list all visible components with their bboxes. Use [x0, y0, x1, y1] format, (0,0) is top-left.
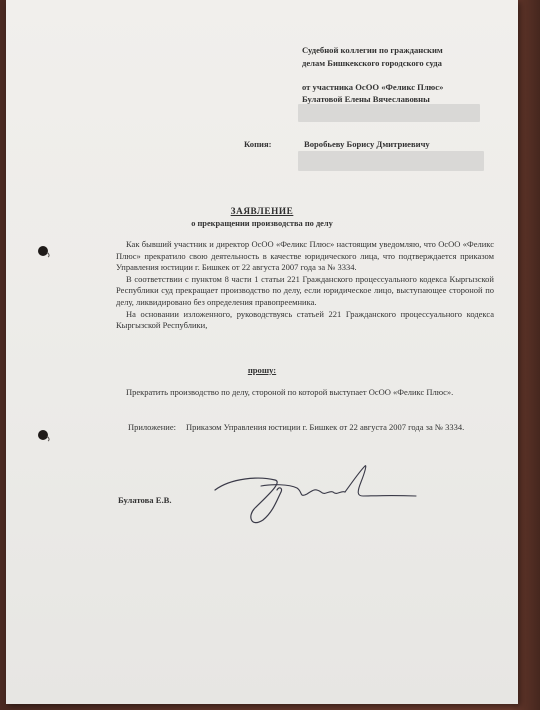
- document-title: ЗАЯВЛЕНИЕ: [230, 206, 294, 216]
- punch-hole-icon: [36, 428, 50, 442]
- redacted-field: [298, 104, 480, 122]
- copy-label: Копия:: [244, 139, 272, 149]
- body-paragraph: На основании изложенного, руководствуясь статьей 221 Гражданского процессуального кодекса Кыргызской Республики,: [116, 308, 494, 331]
- addressee-line: делам Бишкекского городского суда: [302, 57, 442, 68]
- request-text: Прекратить производство по делу, стороной по которой выступает ОсОО «Феликс Плюс».: [126, 387, 454, 397]
- sender-line: Булатовой Елены Вячеславовны: [302, 94, 430, 105]
- document-body: [116, 239, 494, 332]
- sender-line: от участника ОсОО «Феликс Плюс»: [302, 81, 444, 92]
- body-paragraph: Как бывший участник и директор ОсОО «Феликс Плюс» настоящим уведомляю, что ОсОО «Феликс Плюс» прекратило свою деятельность в качестве юридического лица, что подтверждается приказом Управления юстиции г. Бишкек от 22 августа 2007 года за № 3334.: [116, 239, 494, 273]
- document-sheet: [6, 0, 518, 704]
- redacted-field: [298, 151, 484, 171]
- handwritten-signature: [211, 462, 426, 534]
- signer-name: Булатова Е.В.: [118, 495, 172, 505]
- request-heading: прошу:: [247, 365, 277, 375]
- addressee-block: [302, 44, 502, 106]
- body-paragraph: В соответствии с пунктом 8 части 1 статьи 221 Гражданского процессуального кодекса Кыргызской Республики суд прекращает производство по делу, если юридическое лицо, выступающее стороной по делу, ликвидировано без определения правопреемника.: [116, 273, 494, 307]
- document-subtitle: о прекращении производства по делу: [191, 219, 333, 228]
- addressee-line: Судебной коллегии по гражданским: [302, 45, 443, 55]
- attachment-label: Приложение:: [128, 422, 176, 432]
- attachment-text: Приказом Управления юстиции г. Бишкек от 22 августа 2007 года за № 3334.: [186, 422, 465, 432]
- punch-hole-icon: [36, 244, 50, 258]
- copy-recipient: Воробьеву Борису Дмитриевичу: [304, 139, 430, 149]
